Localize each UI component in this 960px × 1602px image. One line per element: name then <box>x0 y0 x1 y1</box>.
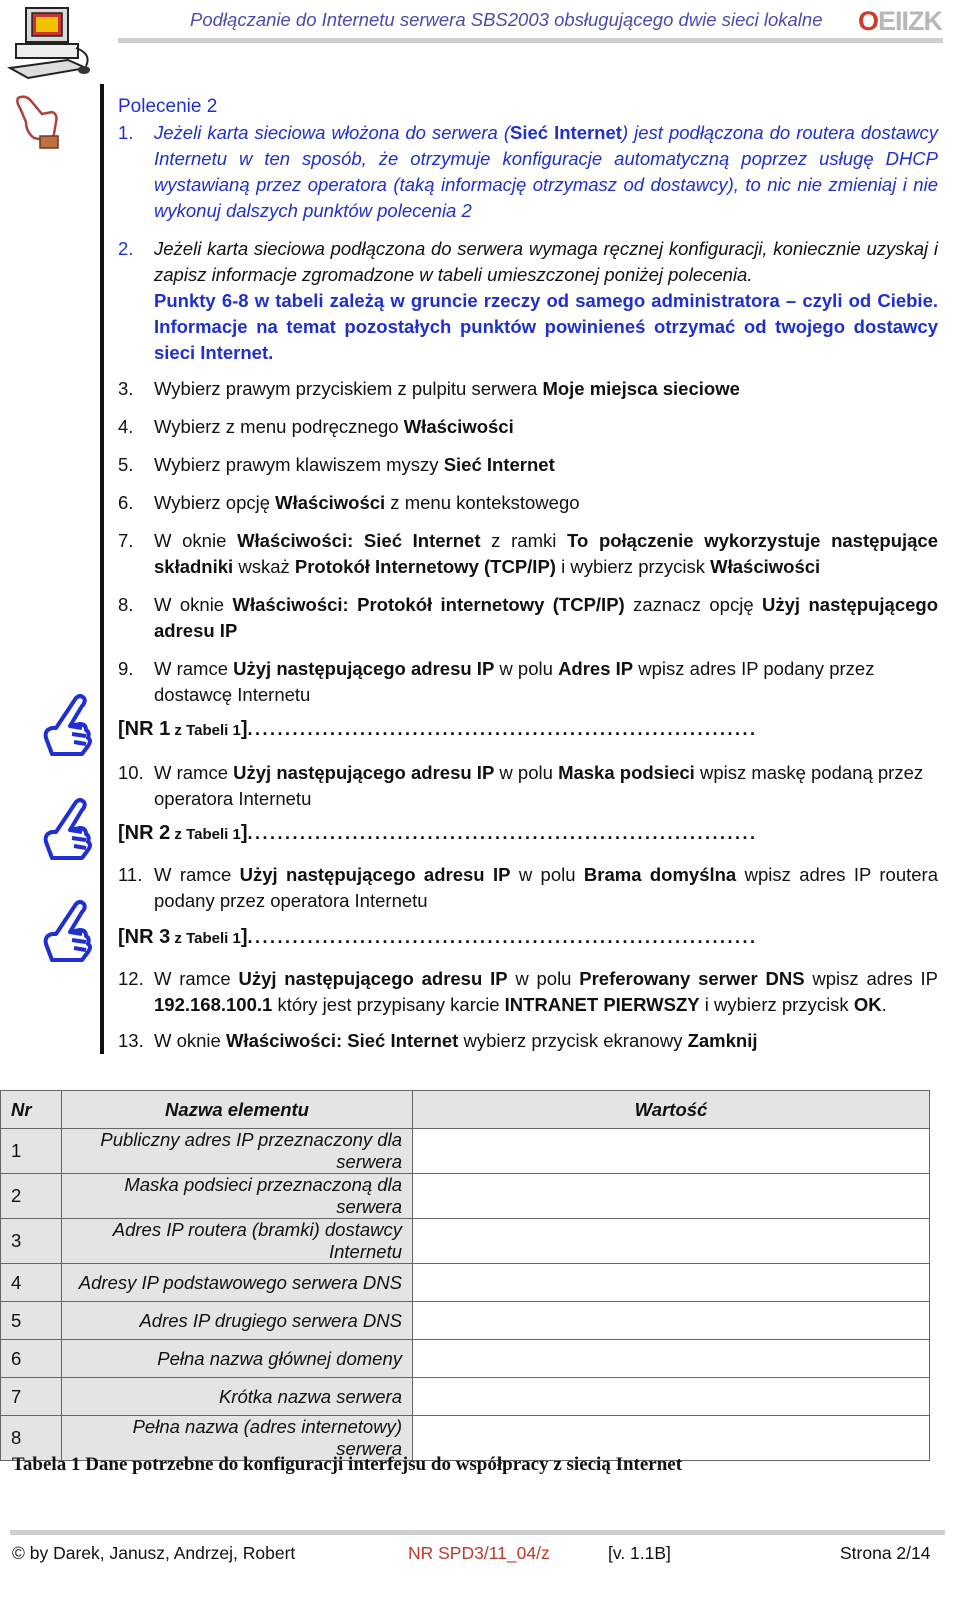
text-run: To połączenie wykorzystuje następujące składniki <box>154 530 939 577</box>
text-run: Sieć Internet <box>510 122 622 143</box>
text-run: Użyj następującego adresu IP <box>233 658 495 679</box>
step-12 <box>118 966 938 1018</box>
row-number: 7 <box>1 1378 62 1416</box>
nr-label: [NR 3 <box>118 926 171 948</box>
text-run: wpisz adres IP <box>804 968 938 989</box>
text-run: Właściwości <box>710 556 821 577</box>
step-text <box>154 236 938 366</box>
step-number: 2. <box>118 238 134 259</box>
text-run: Użyj następującego adresu IP <box>233 762 495 783</box>
text-run: W oknie <box>154 1030 226 1051</box>
text-run: W ramce <box>154 658 234 679</box>
table-row <box>1 1129 930 1174</box>
text-run: Adres IP <box>558 658 634 679</box>
footer-authors: © by Darek, Janusz, Andrzej, Robert <box>12 1543 296 1563</box>
step-text <box>154 862 938 914</box>
text-run: W ramce <box>154 864 240 885</box>
step-number: 10. <box>118 762 144 783</box>
text-run: wpisz maskę podaną przez operatora Internetu <box>154 762 924 809</box>
row-number: 5 <box>1 1302 62 1340</box>
nr-close: ] <box>240 718 248 740</box>
footer-doc-code: NR SPD3/11_04/z <box>408 1543 550 1563</box>
step-text <box>154 120 938 224</box>
column-header-name: Nazwa elementu <box>62 1091 413 1129</box>
fill-in-dots[interactable]: .................................................................... <box>247 927 758 947</box>
table-row <box>1 1174 930 1219</box>
text-run: Protokół Internetowy (TCP/IP) <box>294 556 556 577</box>
step-number: 8. <box>118 594 134 615</box>
row-value-cell[interactable] <box>413 1264 930 1302</box>
config-data-table <box>0 1090 930 1461</box>
step-text <box>154 452 938 478</box>
footer-rule <box>10 1530 945 1535</box>
table-row <box>1 1340 930 1378</box>
step-number: 12. <box>118 968 144 989</box>
step-text <box>154 1028 938 1054</box>
step-text <box>154 414 938 440</box>
step-number: 3. <box>118 378 134 399</box>
text-run: Punkty 6-8 w tabeli zależą w gruncie rzeczy od samego administratora – czyli od Ciebie. Informacje na temat pozostałych punktów powinieneś otrzymać od twojego dostawcy sieci Internet. <box>154 290 938 363</box>
footer-version: [v. 1.1B] <box>608 1543 671 1563</box>
step-number: 1. <box>118 122 134 143</box>
text-run: Moje miejsca sieciowe <box>542 378 740 399</box>
step-number: 11. <box>118 864 143 885</box>
nr-label: [NR 2 <box>118 822 171 844</box>
row-number: 1 <box>1 1129 62 1174</box>
nr-ref: z Tabeli 1 <box>170 930 241 947</box>
step-text <box>154 966 938 1018</box>
finger-pointing-icon <box>42 798 94 867</box>
text-run: Preferowany serwer DNS <box>579 968 805 989</box>
row-element-name: Publiczny adres IP przeznaczony dla serwera <box>62 1129 413 1174</box>
row-value-cell[interactable] <box>413 1378 930 1416</box>
row-number: 4 <box>1 1264 62 1302</box>
row-element-name: Pełna nazwa (adres internetowy) serwera <box>62 1416 413 1461</box>
table-caption: Tabela 1 Dane potrzebne do konfiguracji interfejsu do współpracy z siecią Internet <box>12 1454 683 1475</box>
fill-in-dots[interactable]: .................................................................... <box>247 823 758 843</box>
step-text <box>154 376 938 402</box>
text-run: 192.168.100.1 <box>154 994 273 1015</box>
nr-label: [NR 1 <box>118 718 171 740</box>
text-run: Jeżeli karta sieciowa podłączona do serwera wymaga ręcznej konfiguracji, koniecznie uzyskaj i zapisz informacje zgromadzone w tabeli umieszczonej poniżej polecenia. <box>154 238 938 285</box>
header-title: Podłączanie do Internetu serwera SBS2003 obsługującego dwie sieci lokalne <box>190 9 823 30</box>
step-number: 6. <box>118 492 134 513</box>
text-run: zaznacz opcję <box>624 594 763 615</box>
text-run: w polu <box>507 968 580 989</box>
step-text <box>154 760 938 812</box>
row-element-name: Pełna nazwa głównej domeny <box>62 1340 413 1378</box>
text-run: W ramce <box>154 968 239 989</box>
step-text <box>154 528 938 580</box>
step-number: 7. <box>118 530 134 551</box>
text-run: . <box>881 994 887 1015</box>
footer-page-number: Strona 2/14 <box>840 1543 931 1563</box>
fill-in-dots[interactable]: .................................................................... <box>247 719 758 739</box>
computer-clipart-icon <box>6 2 96 89</box>
text-run: Wybierz prawym przyciskiem z pulpitu serwera <box>154 378 543 399</box>
left-margin-rule <box>100 84 104 1054</box>
row-number: 3 <box>1 1219 62 1264</box>
text-run: Użyj następującego adresu IP <box>239 864 511 885</box>
row-number: 6 <box>1 1340 62 1378</box>
hand-pointing-icon <box>12 92 70 157</box>
column-header-value: Wartość <box>413 1091 930 1129</box>
text-run: z ramki <box>480 530 568 551</box>
step-number: 5. <box>118 454 134 475</box>
text-run: Wybierz z menu podręcznego <box>154 416 404 437</box>
step-text <box>154 656 938 708</box>
nr-line-2 <box>118 822 758 845</box>
text-run: w polu <box>494 762 559 783</box>
row-element-name: Adresy IP podstawowego serwera DNS <box>62 1264 413 1302</box>
nr-ref: z Tabeli 1 <box>170 722 241 739</box>
text-run: wpisz adres IP routera podany przez operatora Internetu <box>154 864 939 911</box>
row-value-cell[interactable] <box>413 1219 930 1264</box>
step-2 <box>118 236 938 366</box>
text-run: i wybierz przycisk <box>699 994 854 1015</box>
step-5 <box>118 452 938 478</box>
row-element-name: Adres IP routera (bramki) dostawcy Internetu <box>62 1219 413 1264</box>
oeiizk-logo: OEIIZK <box>858 6 943 36</box>
step-4 <box>118 414 938 440</box>
step-10 <box>118 760 938 812</box>
table-row <box>1 1302 930 1340</box>
text-run: Zamknij <box>687 1030 758 1051</box>
step-9 <box>118 656 938 708</box>
table-row <box>1 1378 930 1416</box>
text-run: Właściwości: Sieć Internet <box>225 1030 459 1051</box>
text-run: wybierz przycisk ekranowy <box>458 1030 688 1051</box>
text-run: który jest przypisany karcie <box>272 994 505 1015</box>
text-run: Właściwości <box>403 416 514 437</box>
text-run: i wybierz przycisk <box>555 556 711 577</box>
text-run: wpisz adres IP podany przez dostawcę Internetu <box>154 658 875 705</box>
step-text <box>154 490 938 516</box>
text-run: Wybierz prawym klawiszem myszy <box>154 454 444 475</box>
text-run: z menu kontekstowego <box>385 492 580 513</box>
text-run: Maska podsieci <box>558 762 695 783</box>
text-run: Użyj następującego adresu IP <box>238 968 508 989</box>
table-row <box>1 1219 930 1264</box>
text-run: INTRANET PIERWSZY <box>504 994 700 1015</box>
step-13 <box>118 1028 938 1054</box>
row-number: 2 <box>1 1174 62 1219</box>
step-number: 9. <box>118 658 134 679</box>
step-text <box>154 592 938 644</box>
step-11 <box>118 862 938 914</box>
row-element-name: Maska podsieci przeznaczoną dla serwera <box>62 1174 413 1219</box>
row-number: 8 <box>1 1416 62 1461</box>
nr-ref: z Tabeli 1 <box>170 826 241 843</box>
text-run: Użyj następującego adresu IP <box>154 594 939 641</box>
text-run: Sieć Internet <box>443 454 555 475</box>
text-run: OK <box>853 994 882 1015</box>
text-run: Jeżeli karta sieciowa włożona do serwera ( <box>154 122 510 143</box>
section-heading: Polecenie 2 <box>118 96 218 117</box>
nr-close: ] <box>240 822 248 844</box>
column-header-nr: Nr <box>1 1091 62 1129</box>
text-run: W oknie <box>154 530 238 551</box>
step-1 <box>118 120 938 224</box>
text-run: w polu <box>510 864 584 885</box>
step-7 <box>118 528 938 580</box>
row-element-name: Krótka nazwa serwera <box>62 1378 413 1416</box>
finger-pointing-icon <box>42 694 94 763</box>
text-run: w polu <box>494 658 559 679</box>
header-rule <box>118 38 943 43</box>
text-run: Brama domyślna <box>583 864 737 885</box>
text-run: W ramce <box>154 762 234 783</box>
table-row <box>1 1264 930 1302</box>
row-value-cell[interactable] <box>413 1340 930 1378</box>
text-run: Wybierz opcję <box>154 492 276 513</box>
step-number: 13. <box>118 1030 144 1051</box>
step-6 <box>118 490 938 516</box>
row-value-cell[interactable] <box>413 1174 930 1219</box>
step-8 <box>118 592 938 644</box>
row-value-cell[interactable] <box>413 1302 930 1340</box>
text-run: Właściwości <box>275 492 386 513</box>
text-run: Właściwości: Sieć Internet <box>237 530 481 551</box>
text-run: wskaż <box>233 556 295 577</box>
nr-line-3 <box>118 926 758 949</box>
finger-pointing-icon <box>42 900 94 969</box>
text-run: ) jest podłączona do routera dostawcy Internetu w ten sposób, że otrzymuje konfiguracje automatyczną poprzez usługę DHCP wystawianą przez operatora (taką informację otrzymasz od dostawcy), to nic nie zmieniaj i nie wykonuj dalszych punktów polecenia 2 <box>154 122 939 221</box>
table-header-row <box>1 1091 930 1129</box>
text-run: W oknie <box>154 594 233 615</box>
row-value-cell[interactable] <box>413 1129 930 1174</box>
nr-line-1 <box>118 718 758 741</box>
text-run: Właściwości: Protokół internetowy (TCP/IP) <box>232 594 625 615</box>
step-3 <box>118 376 938 402</box>
row-element-name: Adres IP drugiego serwera DNS <box>62 1302 413 1340</box>
nr-close: ] <box>240 926 248 948</box>
step-number: 4. <box>118 416 134 437</box>
